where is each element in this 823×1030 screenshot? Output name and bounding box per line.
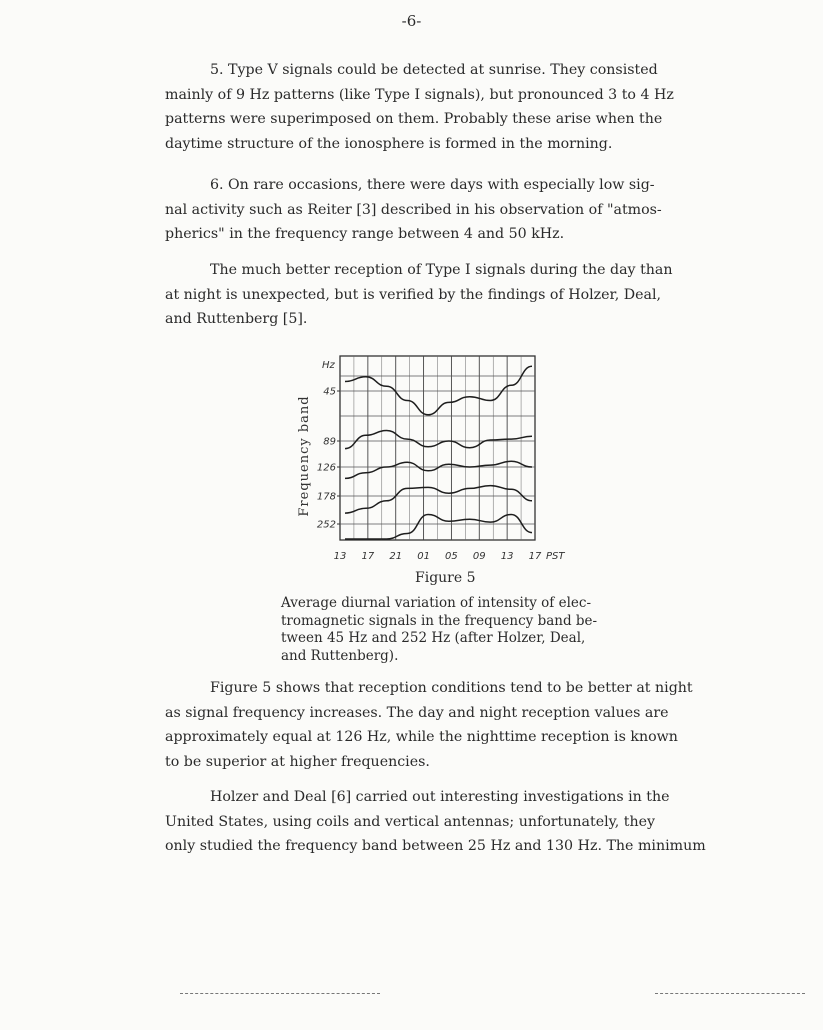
figure-label: Figure 5 xyxy=(415,570,476,586)
paragraph-type-v xyxy=(165,58,725,156)
text-line: United States, using coils and vertical antennas; unfortunately, they xyxy=(165,813,656,830)
text-line: pherics" in the frequency range between 4 and 50 kHz. xyxy=(165,226,565,242)
y-tick-label: 126 xyxy=(316,462,336,474)
paragraph-low-activity xyxy=(165,173,725,247)
figure-5-chart xyxy=(290,348,590,570)
x-unit-label: PST xyxy=(546,551,565,562)
series-line-89hz xyxy=(345,431,532,449)
x-tick-label: 21 xyxy=(389,551,403,562)
figure-caption xyxy=(281,595,651,665)
caption-line: tromagnetic signals in the frequency band be- xyxy=(281,612,598,629)
text-line: Holzer and Deal [6] carried out interesting investigations in the xyxy=(210,789,670,805)
text-line: 6. On rare occasions, there were days with especially low sig- xyxy=(210,177,655,193)
footer-rule xyxy=(655,993,805,994)
chart-series xyxy=(345,366,532,539)
caption-line: and Ruttenberg). xyxy=(281,647,399,664)
text-line: 5. Type V signals could be detected at sunrise. They consisted xyxy=(210,62,658,78)
x-tick-label: 05 xyxy=(445,551,458,562)
text-line: mainly of 9 Hz patterns (like Type I signals), but pronounced 3 to 4 Hz xyxy=(165,86,674,103)
y-tick-label: 252 xyxy=(316,519,336,531)
text-line: only studied the frequency band between 25 Hz and 130 Hz. The minimum xyxy=(165,838,706,854)
text-line: nal activity such as Reiter [3] described in his observation of "atmos- xyxy=(165,201,662,218)
text-line: daytime structure of the ionosphere is formed in the morning. xyxy=(165,135,613,152)
caption-line: tween 45 Hz and 252 Hz (after Holzer, Deal, xyxy=(281,630,586,646)
text-line: Figure 5 shows that reception conditions tend to be better at night xyxy=(210,680,693,696)
chart-grid xyxy=(340,356,535,540)
paragraph-holzer-deal xyxy=(165,785,725,859)
text-line: patterns were superimposed on them. Probably these arise when the xyxy=(165,111,663,127)
x-tick-label: 17 xyxy=(528,551,542,562)
text-line: at night is unexpected, but is verified by the findings of Holzer, Deal, xyxy=(165,286,662,303)
text-line: The much better reception of Type I signals during the day than xyxy=(210,262,673,278)
paragraph-reception xyxy=(165,258,725,332)
x-tick-label: 13 xyxy=(500,551,514,562)
footer-rule xyxy=(180,993,380,994)
y-tick-label: 89 xyxy=(323,436,336,448)
series-line-45hz xyxy=(345,366,532,415)
x-tick-label: 01 xyxy=(417,551,430,562)
x-tick-label: 17 xyxy=(361,551,375,562)
text-line: approximately equal at 126 Hz, while the nighttime reception is known xyxy=(165,729,678,745)
series-line-252hz xyxy=(345,515,532,540)
paragraph-figure-discussion xyxy=(165,676,725,774)
y-tick-label: 45 xyxy=(323,386,336,398)
chart-ticks xyxy=(317,387,542,563)
text-line: as signal frequency increases. The day and night reception values are xyxy=(165,704,669,721)
series-line-178hz xyxy=(345,486,532,513)
x-tick-label: 13 xyxy=(333,551,347,562)
y-tick-label: 178 xyxy=(316,491,336,503)
caption-line: Average diurnal variation of intensity of elec- xyxy=(281,595,592,611)
text-line: and Ruttenberg [5]. xyxy=(165,311,308,327)
page-number: -6- xyxy=(401,12,422,30)
y-unit-label: Hz xyxy=(322,360,335,371)
series-line-126hz xyxy=(345,461,532,478)
y-axis-label: Frequency band xyxy=(297,395,312,517)
text-line: to be superior at higher frequencies. xyxy=(165,753,430,770)
x-tick-label: 09 xyxy=(472,551,486,562)
